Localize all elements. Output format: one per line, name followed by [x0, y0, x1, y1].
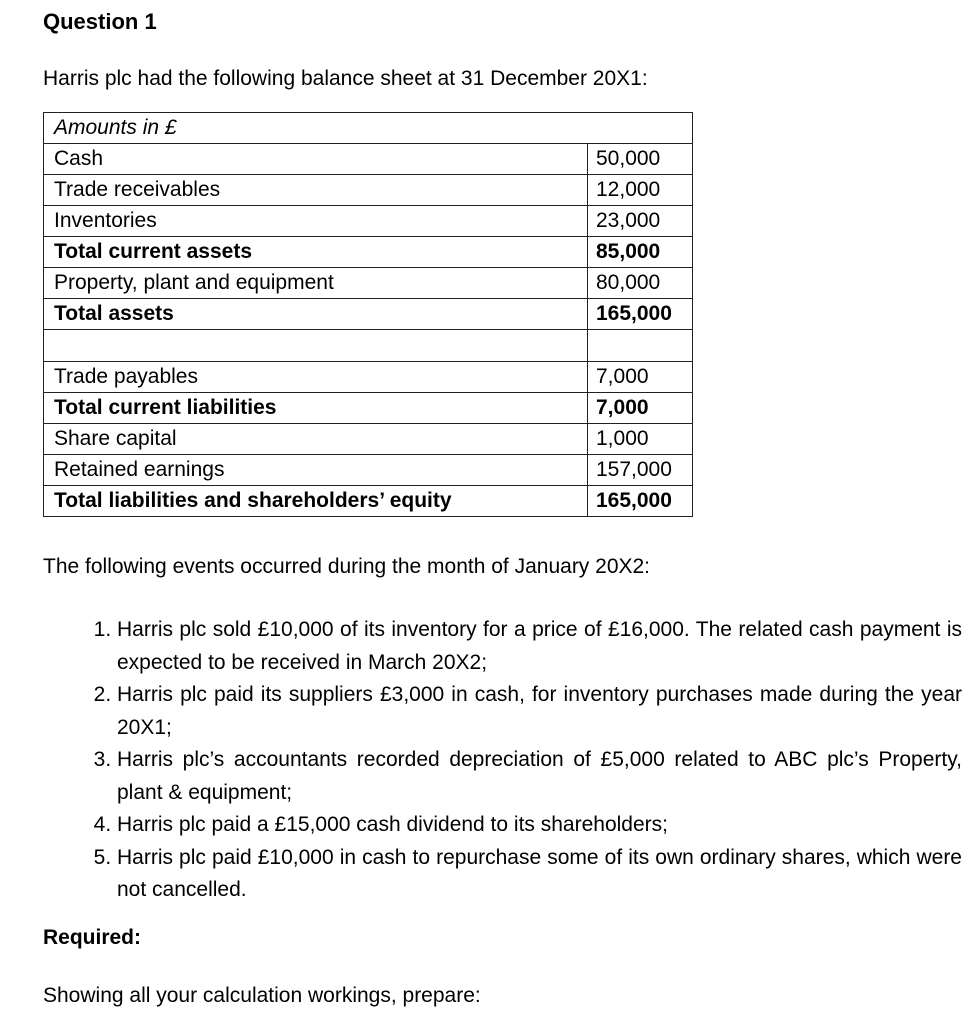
event-item: 3. Harris plc’s accountants recorded depreciation of £5,000 related to ABC plc’s Property, plant & equipment;: [117, 744, 962, 809]
table-header-row: [44, 113, 693, 144]
table-row-total-current-liabilities: [44, 393, 693, 424]
table-row-total-current-assets: [44, 237, 693, 268]
table-row-retained-earnings: [44, 455, 693, 486]
row-label: Total current assets: [44, 237, 588, 268]
table-row-inventories: [44, 206, 693, 237]
required-instruction: Showing all your calculation workings, prepare:: [43, 984, 481, 1007]
row-value: 7,000: [588, 362, 693, 393]
row-value: 157,000: [588, 455, 693, 486]
row-label: Trade payables: [44, 362, 588, 393]
row-label: Share capital: [44, 424, 588, 455]
row-value: 165,000: [588, 299, 693, 330]
table-row-blank: [44, 330, 693, 362]
row-label: Trade receivables: [44, 175, 588, 206]
row-label: Total current liabilities: [44, 393, 588, 424]
event-item: 2. Harris plc paid its suppliers £3,000 in cash, for inventory purchases made during the year 20X1;: [117, 679, 962, 744]
table-row-ppe: [44, 268, 693, 299]
row-label: Cash: [44, 144, 588, 175]
row-label: Total assets: [44, 299, 588, 330]
row-value: [588, 330, 693, 362]
row-label: Inventories: [44, 206, 588, 237]
events-list: [80, 614, 962, 907]
balance-sheet-table: [43, 112, 693, 517]
event-item: 1. Harris plc sold £10,000 of its inventory for a price of £16,000. The related cash payment is expected to be received in March 20X2;: [117, 614, 962, 679]
table-row-trade-receivables: [44, 175, 693, 206]
row-value: 165,000: [588, 486, 693, 517]
row-value: 7,000: [588, 393, 693, 424]
event-item: 4. Harris plc paid a £15,000 cash dividend to its shareholders;: [117, 809, 962, 842]
row-label: [44, 330, 588, 362]
row-value: 1,000: [588, 424, 693, 455]
table-row-total-liabilities-equity: [44, 486, 693, 517]
row-label: Retained earnings: [44, 455, 588, 486]
question-title: Question 1: [43, 9, 157, 34]
question-intro: Harris plc had the following balance sheet at 31 December 20X1:: [43, 67, 648, 90]
table-row-trade-payables: [44, 362, 693, 393]
row-value: 85,000: [588, 237, 693, 268]
row-value: 50,000: [588, 144, 693, 175]
amounts-header: Amounts in £: [44, 113, 693, 144]
table-row-share-capital: [44, 424, 693, 455]
required-heading: Required:: [43, 926, 142, 949]
row-value: 12,000: [588, 175, 693, 206]
event-item: 5. Harris plc paid £10,000 in cash to repurchase some of its own ordinary shares, which were not cancelled.: [117, 842, 962, 907]
row-value: 80,000: [588, 268, 693, 299]
table-row-total-assets: [44, 299, 693, 330]
events-intro: The following events occurred during the month of January 20X2:: [43, 555, 651, 578]
row-label: Total liabilities and shareholders’ equity: [44, 486, 588, 517]
table-row-cash: [44, 144, 693, 175]
row-label: Property, plant and equipment: [44, 268, 588, 299]
row-value: 23,000: [588, 206, 693, 237]
